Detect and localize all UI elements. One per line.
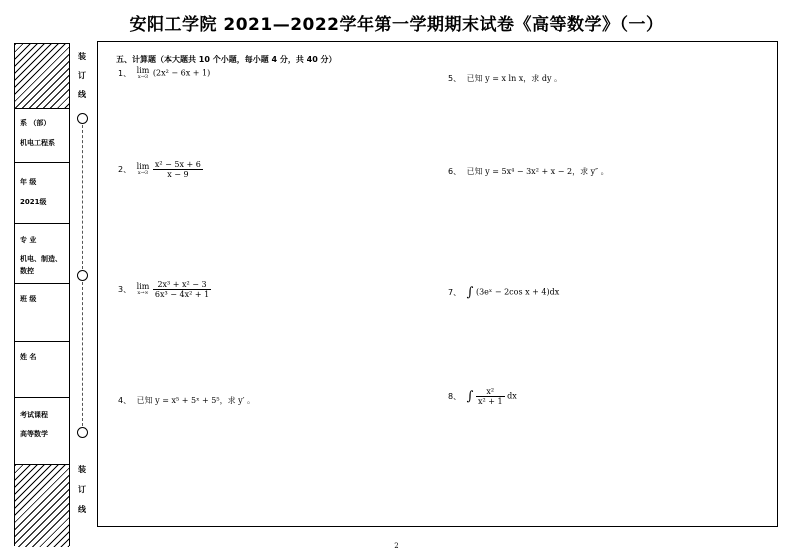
question-4 [118, 395, 255, 406]
integral-sign: ∫ [466, 389, 474, 405]
student-info-sidebar [14, 43, 70, 546]
question-6 [448, 166, 609, 177]
grade-cell [15, 163, 69, 224]
dept-cell [15, 109, 69, 163]
grade-label: 年 级 [20, 178, 37, 186]
numerator: x² [476, 387, 505, 397]
name-label: 姓 名 [20, 353, 37, 361]
denominator: x² + 1 [477, 397, 503, 407]
major-value-line2: 数控 [20, 267, 34, 275]
differential: dx [507, 391, 517, 401]
answer-area [97, 41, 778, 527]
dept-value: 机电工程系 [20, 139, 55, 147]
binding-char: 装 [78, 52, 86, 61]
major-cell [15, 224, 69, 284]
limit-operator [137, 283, 150, 296]
binding-char: 订 [78, 485, 86, 494]
binding-char: 线 [78, 505, 86, 514]
binding-char: 订 [78, 71, 86, 80]
lim-subscript: x→∞ [137, 290, 149, 297]
integrand: (3eˣ − 2cos x + 4)dx [475, 287, 560, 297]
question-8 [448, 387, 517, 406]
limit-operator [137, 67, 150, 80]
expression: (2x² − 6x + 1) [152, 68, 211, 78]
question-2 [118, 160, 203, 179]
course-value: 高等数学 [20, 430, 48, 438]
question-number: 5、 [448, 74, 462, 83]
lim-subscript: x→3 [137, 74, 149, 80]
course-cell [15, 398, 69, 465]
section-title: 五、计算题（本大题共 10 个小题，每小题 4 分，共 40 分） [116, 55, 337, 64]
major-label: 专 业 [20, 236, 37, 244]
fraction [153, 160, 203, 179]
denominator: x − 9 [167, 170, 189, 180]
question-number: 2、 [118, 164, 132, 174]
binding-line [72, 43, 94, 546]
lim-word: lim [136, 162, 150, 172]
binding-hole [77, 427, 88, 438]
integral-sign: ∫ [466, 285, 474, 300]
question-5 [448, 73, 562, 84]
question-number: 3、 [118, 284, 132, 294]
question-7 [448, 285, 559, 300]
question-text: 已知 y = 5x⁴ − 3x² + x − 2，求 y″ 。 [466, 167, 609, 176]
page-number: 2 [394, 542, 399, 550]
dashed-line [82, 125, 83, 269]
fraction [153, 280, 211, 299]
numerator: x² − 5x + 6 [154, 160, 201, 169]
binding-hole [77, 113, 88, 124]
binding-char: 线 [78, 90, 86, 99]
question-number: 6、 [448, 167, 462, 176]
question-number: 8、 [448, 391, 462, 401]
exam-title: 安阳工学院 2021—2022学年第一学期期末试卷《高等数学》（一） [129, 15, 664, 35]
course-label: 考试课程 [20, 411, 48, 419]
lim-word: lim [136, 66, 150, 75]
grade-value: 2021级 [20, 198, 47, 206]
fraction [476, 387, 505, 406]
question-1 [118, 67, 210, 80]
question-text: 已知 y = x⁵ + 5ˣ + 5⁵，求 y′ 。 [136, 396, 255, 405]
binding-char: 装 [78, 465, 86, 474]
lim-word: lim [136, 282, 150, 292]
name-cell [15, 342, 69, 398]
question-number: 7、 [448, 287, 462, 297]
class-cell [15, 284, 69, 342]
hatched-cell-bottom [15, 465, 69, 547]
class-label: 班 级 [20, 295, 37, 303]
binding-hole [77, 270, 88, 281]
question-number: 4、 [118, 396, 132, 405]
denominator: 6x³ − 4x² + 1 [154, 290, 210, 300]
hatched-cell-top [15, 44, 69, 109]
dept-label: 系 （部） [20, 119, 51, 127]
question-number: 1、 [118, 68, 132, 78]
limit-operator [137, 163, 150, 176]
major-value-line1: 机电、制造、 [20, 255, 62, 263]
question-text: 已知 y = x ln x，求 dy 。 [466, 74, 563, 83]
lim-subscript: x→3 [137, 170, 149, 177]
numerator: 2x³ + x² − 3 [153, 280, 211, 290]
question-3 [118, 280, 211, 299]
dashed-line [82, 282, 83, 426]
